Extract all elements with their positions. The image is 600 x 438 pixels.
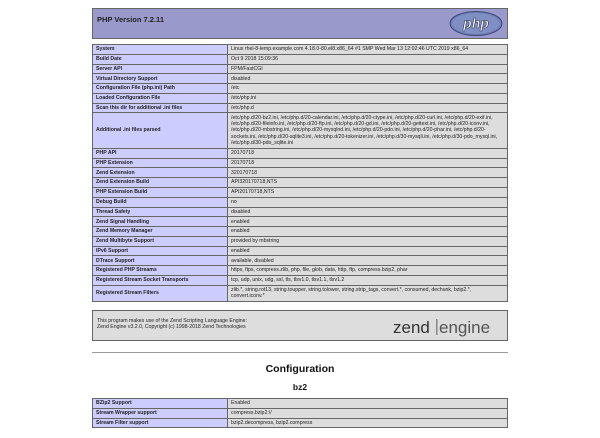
table-row [93,74,508,84]
row-label: Debug Build [93,197,228,207]
row-label: PHP Extension [93,158,228,168]
row-value: Enabled [228,399,508,409]
row-label: Configuration File (php.ini) Path [93,84,228,94]
zend-engine-text [97,318,247,331]
table-row [93,64,508,74]
phpinfo-page [92,8,508,428]
row-value: provided by mbstring [228,236,508,246]
table-row [93,418,508,428]
table-row [93,256,508,266]
zend-engine-logo-icon [391,316,501,338]
table-row [93,113,508,148]
row-value: disabled [228,74,508,84]
table-row [93,236,508,246]
row-label: Loaded Configuration File [93,93,228,103]
row-value: enabled [228,246,508,256]
table-row [93,84,508,94]
table-row [93,103,508,113]
row-value: compress.bzip2:// [228,408,508,418]
row-value: FPM/FastCGI [228,64,508,74]
php-logo-text: php [463,15,489,31]
row-label: Additional .ini files parsed [93,113,228,148]
row-value: 20170718 [228,148,508,158]
row-value: Oct 9 2018 15:09:36 [228,54,508,64]
zend-engine-line-1: This program makes use of the Zend Scripting Language Engine: [97,318,247,324]
row-value: disabled [228,207,508,217]
row-value: enabled [228,217,508,227]
row-value: enabled [228,227,508,237]
table-row [93,158,508,168]
row-label: BZip2 Support [93,399,228,409]
php-info-table [92,44,508,302]
row-value: available, disabled [228,256,508,266]
row-value: API320170718,NTS [228,178,508,188]
table-row [93,54,508,64]
row-value: /etc/php.d [228,103,508,113]
table-row [93,197,508,207]
table-row [93,399,508,409]
table-row [93,266,508,276]
row-label: System [93,45,228,55]
row-label: Registered Stream Socket Transports [93,276,228,286]
row-label: DTrace Support [93,256,228,266]
php-version-header [92,8,508,39]
row-value: 320170718 [228,168,508,178]
row-label: PHP API [93,148,228,158]
row-label: Stream Wrapper support [93,408,228,418]
row-label: IPv6 Support [93,246,228,256]
configuration-heading: Configuration [265,363,335,375]
row-value: zlib.*, string.rot13, string.toupper, string.tolower, string.strip_tags, convert.*, consumed, dechunk, bzip2.*, convert.iconv.* [228,285,508,301]
table-row [93,408,508,418]
row-value: tcp, udp, unix, udg, ssl, tls, tlsv1.0, tlsv1.1, tlsv1.2 [228,276,508,286]
table-row [93,93,508,103]
row-label: Zend Extension [93,168,228,178]
row-label: PHP Extension Build [93,188,228,198]
row-label: Registered Stream Filters [93,285,228,301]
table-row [93,207,508,217]
row-value: 20170718 [228,158,508,168]
row-value: https, ftps, compress.zlib, php, file, glob, data, http, ftp, compress.bzip2, phar [228,266,508,276]
table-row [93,285,508,301]
php-version-title: PHP Version 7.2.11 [97,15,164,24]
table-row [93,178,508,188]
table-row [93,188,508,198]
row-value: API20170718,NTS [228,188,508,198]
zend-engine-line-2: Zend Engine v3.2.0, Copyright (c) 1998-2018 Zend Technologies [97,324,246,331]
engine-logo-word: engine [439,318,491,337]
row-label: Virtual Directory Support [93,74,228,84]
row-label: Thread Safety [93,207,228,217]
row-value: no [228,197,508,207]
table-row [93,227,508,237]
row-label: Zend Memory Manager [93,227,228,237]
table-row [93,246,508,256]
row-value: bzip2.decompress, bzip2.compress [228,418,508,428]
row-label: Server API [93,64,228,74]
module-heading-bz2: bz2 [292,382,308,392]
table-row [93,276,508,286]
row-label: Registered PHP Streams [93,266,228,276]
php-logo-icon [449,11,503,36]
row-value: /etc [228,84,508,94]
bz2-table [92,398,508,428]
row-label: Zend Extension Build [93,178,228,188]
table-row [93,217,508,227]
row-label: Zend Signal Handling [93,217,228,227]
row-label: Scan this dir for additional .ini files [93,103,228,113]
section-divider [92,352,508,353]
row-value: /etc/php.d/20-bz2.ini, /etc/php.d/20-calendar.ini, /etc/php.d/20-ctype.ini, /etc/php.d/20-curl.ini, /etc/php.d/20-exif.ini, /etc/php.d/20-fileinfo.ini, /etc/php.d/20-ftp.ini, /etc/php.d/20-gd.ini, /etc/php.d/20-gettext.ini, /etc/php.d/20-iconv.ini, /etc/php.d/20-mbstring.ini, /etc/php.d/20-mysqlnd.ini, /etc/php.d/20-pdo.ini, /etc/php.d/20-phar.ini, /etc/php.d/20-sockets.ini, /etc/php.d/20-sqlite3.ini, /etc/php.d/20-tokenizer.ini, /etc/php.d/30-mysqli.ini, /etc/php.d/30-pdo_mysql.ini, /etc/php.d/30-pdo_sqlite.ini [228,113,508,148]
zend-engine-box [92,310,508,341]
table-row [93,45,508,55]
zend-logo-word: zend [393,318,430,337]
row-value: Linux rhel-8-lemp.example.com 4.18.0-80.el8.x86_64 #1 SMP Wed Mar 13 12:02:46 UTC 2019 x86_64 [228,45,508,55]
table-row [93,168,508,178]
row-label: Zend Multibyte Support [93,236,228,246]
row-value: /etc/php.ini [228,93,508,103]
row-label: Build Date [93,54,228,64]
row-label: Stream Filter support [93,418,228,428]
table-row [93,148,508,158]
